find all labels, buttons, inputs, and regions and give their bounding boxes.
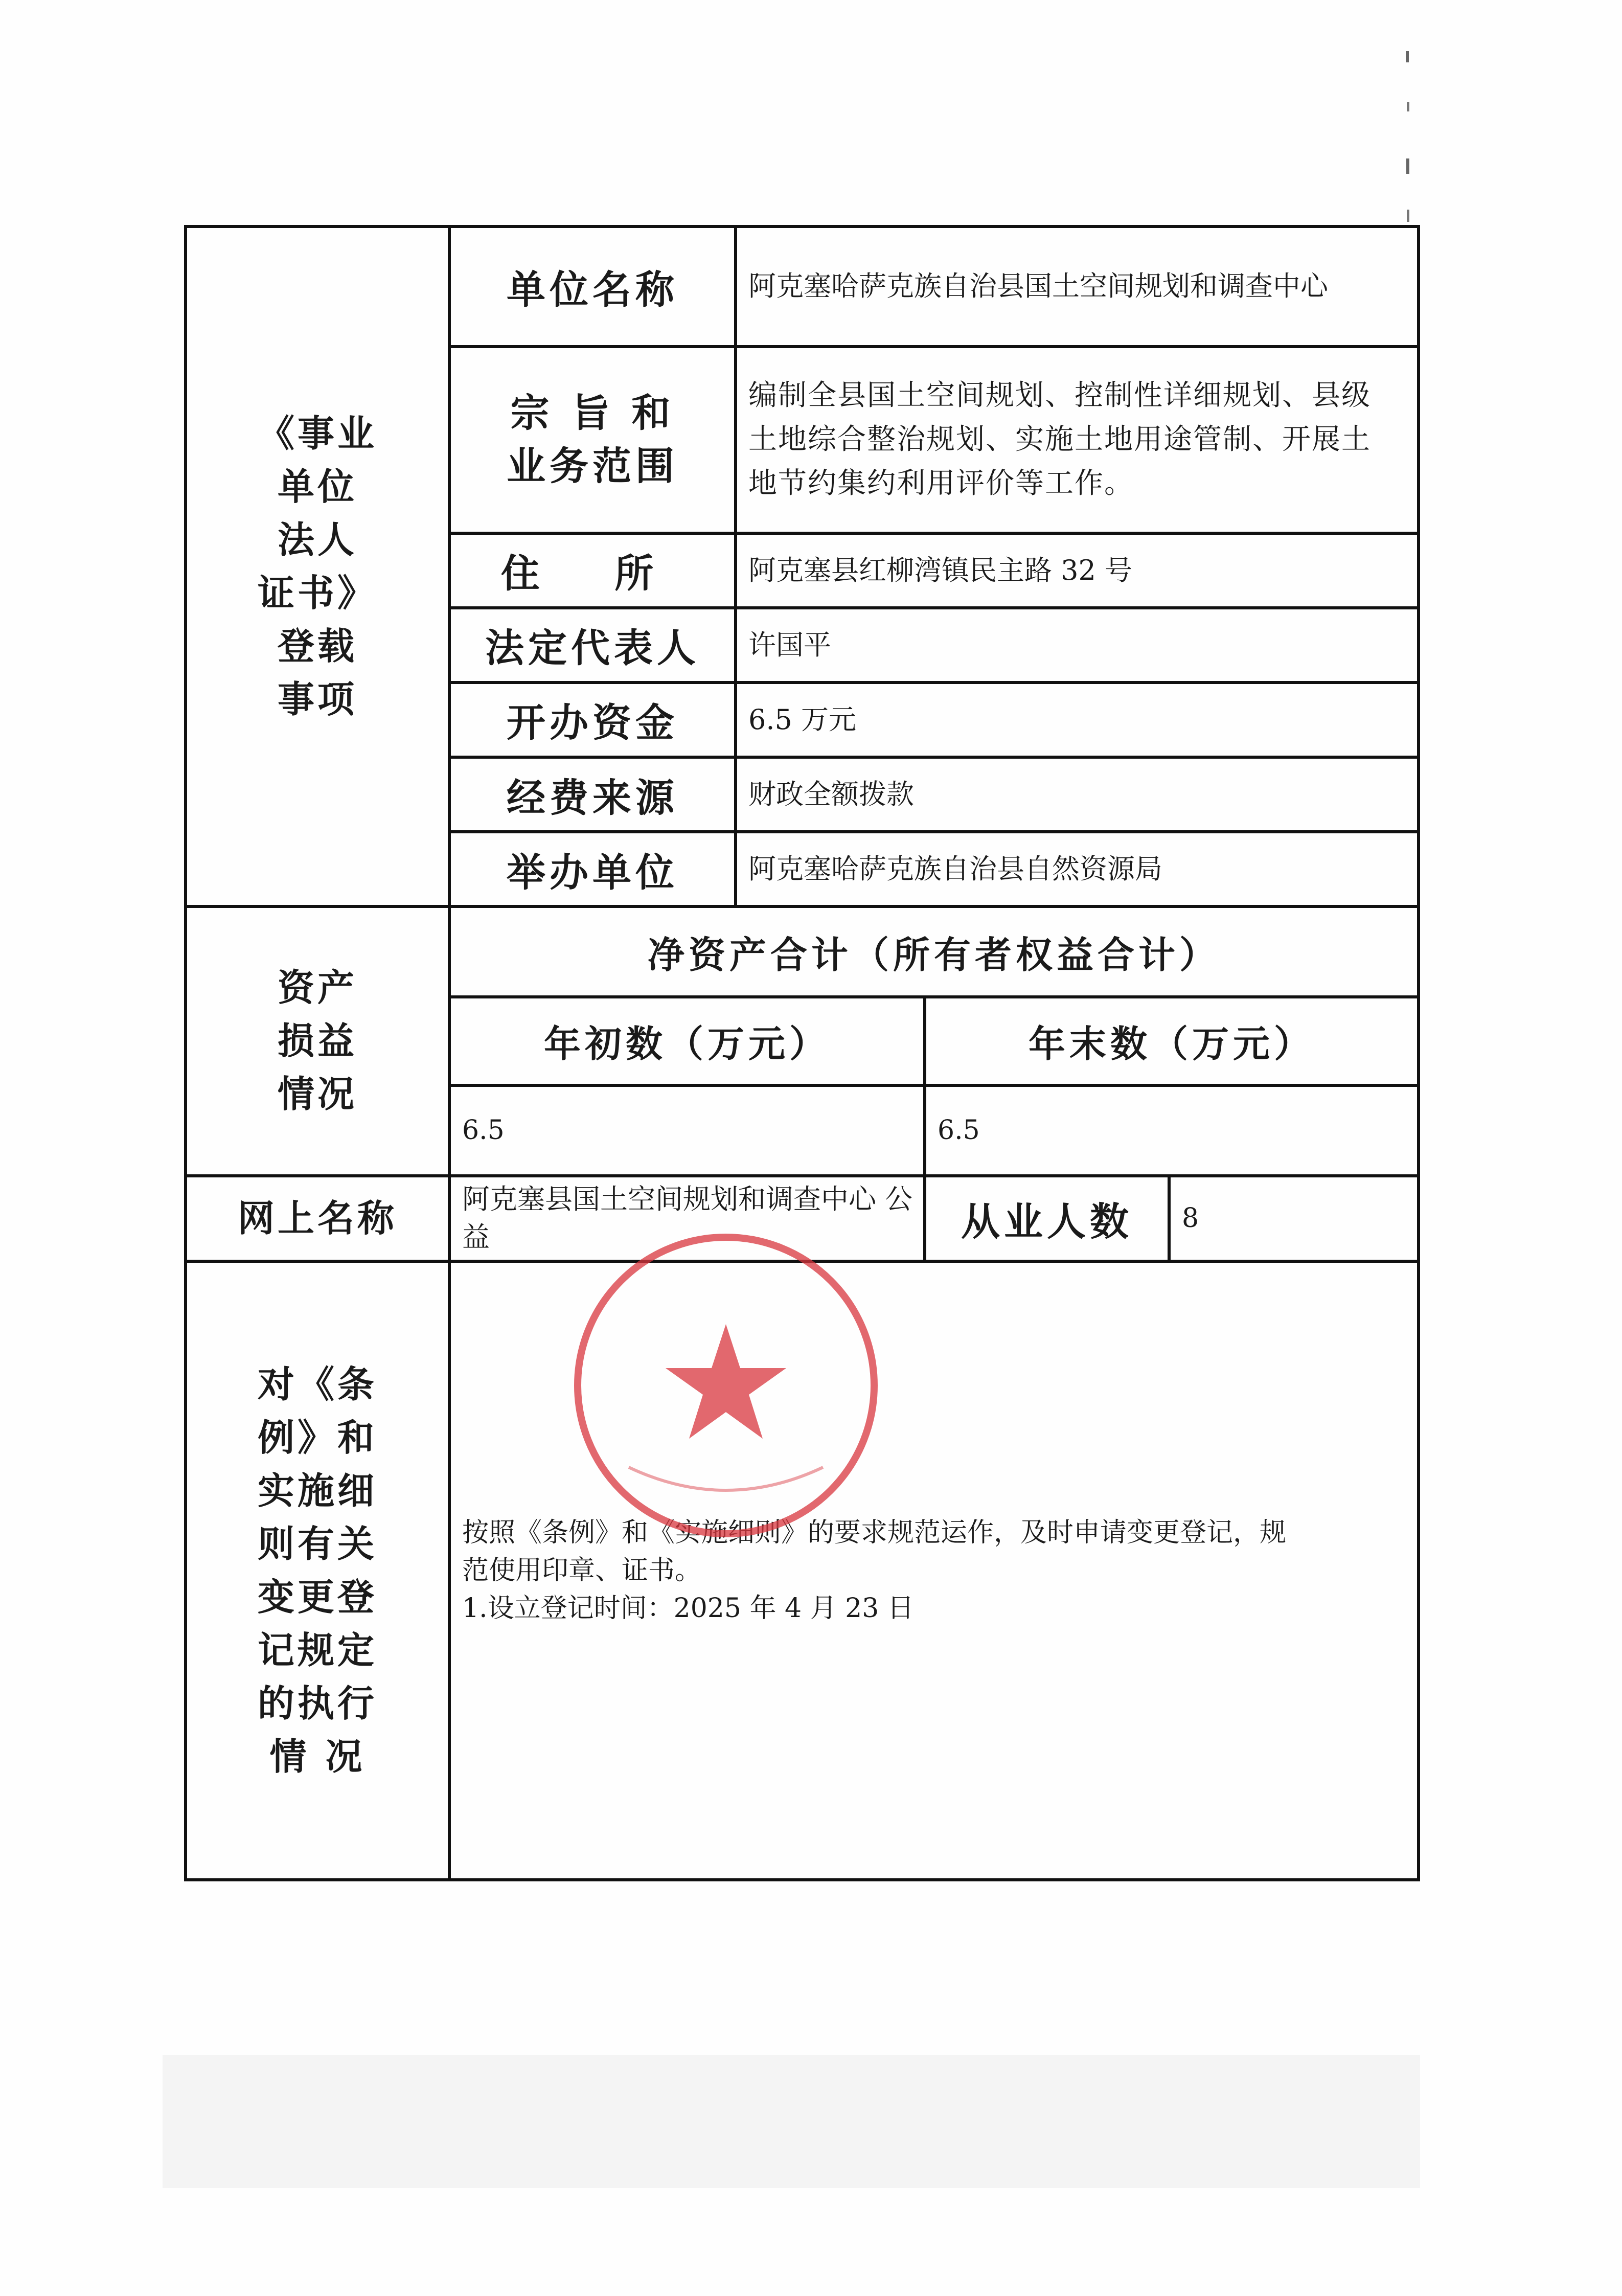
- capital-label: 开办资金: [449, 683, 736, 757]
- legal-rep-value: 许国平: [736, 608, 1419, 683]
- section-registration-items: 《事业 单位 法人 证书》 登载 事项: [186, 226, 449, 906]
- staff-value: 8: [1169, 1176, 1419, 1261]
- section-assets: 资产 损益 情况: [186, 906, 449, 1176]
- capital-value: 6.5 万元: [736, 683, 1419, 757]
- purpose-value: 编制全县国土空间规划、控制性详细规划、县级 土地综合整治规划、实施土地用途管制、开展土 地节约集约利用评价等工作。: [736, 347, 1419, 533]
- address-value: 阿克塞县红柳湾镇民主路 32 号: [736, 533, 1419, 608]
- year-end-header: 年末数（万元）: [925, 997, 1419, 1085]
- legal-rep-label: 法定代表人: [449, 608, 736, 683]
- seal-star-icon: [666, 1324, 786, 1439]
- scan-shadow: [163, 2055, 1420, 2188]
- sponsor-value: 阿克塞哈萨克族自治县自然资源局: [736, 832, 1419, 906]
- unit-name-value: 阿克塞哈萨克族自治县国土空间规划和调查中心: [736, 226, 1419, 347]
- section-compliance: 对《条 例》和 实施细 则有关 变更登 记规定 的执行 情 况: [186, 1261, 449, 1880]
- registration-form-table: [184, 225, 1420, 1881]
- online-name-label: 网上名称: [186, 1176, 449, 1261]
- net-assets-header: 净资产合计（所有者权益合计）: [449, 906, 1419, 997]
- address-label: 住 所: [449, 533, 736, 608]
- sponsor-label: 举办单位: [449, 832, 736, 906]
- staff-label: 从业人数: [925, 1176, 1169, 1261]
- compliance-text: 按照《条例》和《实施细则》的要求规范运作，及时申请变更登记，规 范使用印章、证书。 1.设立登记时间：2025 年 4 月 23 日: [449, 1261, 1419, 1880]
- unit-name-label: 单位名称: [449, 226, 736, 347]
- year-end-value: 6.5: [925, 1085, 1419, 1176]
- year-begin-header: 年初数（万元）: [449, 997, 925, 1085]
- funding-label: 经费来源: [449, 757, 736, 832]
- purpose-label: 宗 旨 和 业务范围: [449, 347, 736, 533]
- funding-value: 财政全额拨款: [736, 757, 1419, 832]
- official-seal-stamp: [567, 1227, 884, 1544]
- year-begin-value: 6.5: [449, 1085, 925, 1176]
- scan-specks: [1401, 41, 1416, 245]
- online-name-value: 阿克塞县国土空间规划和调查中心 公 益: [449, 1176, 925, 1261]
